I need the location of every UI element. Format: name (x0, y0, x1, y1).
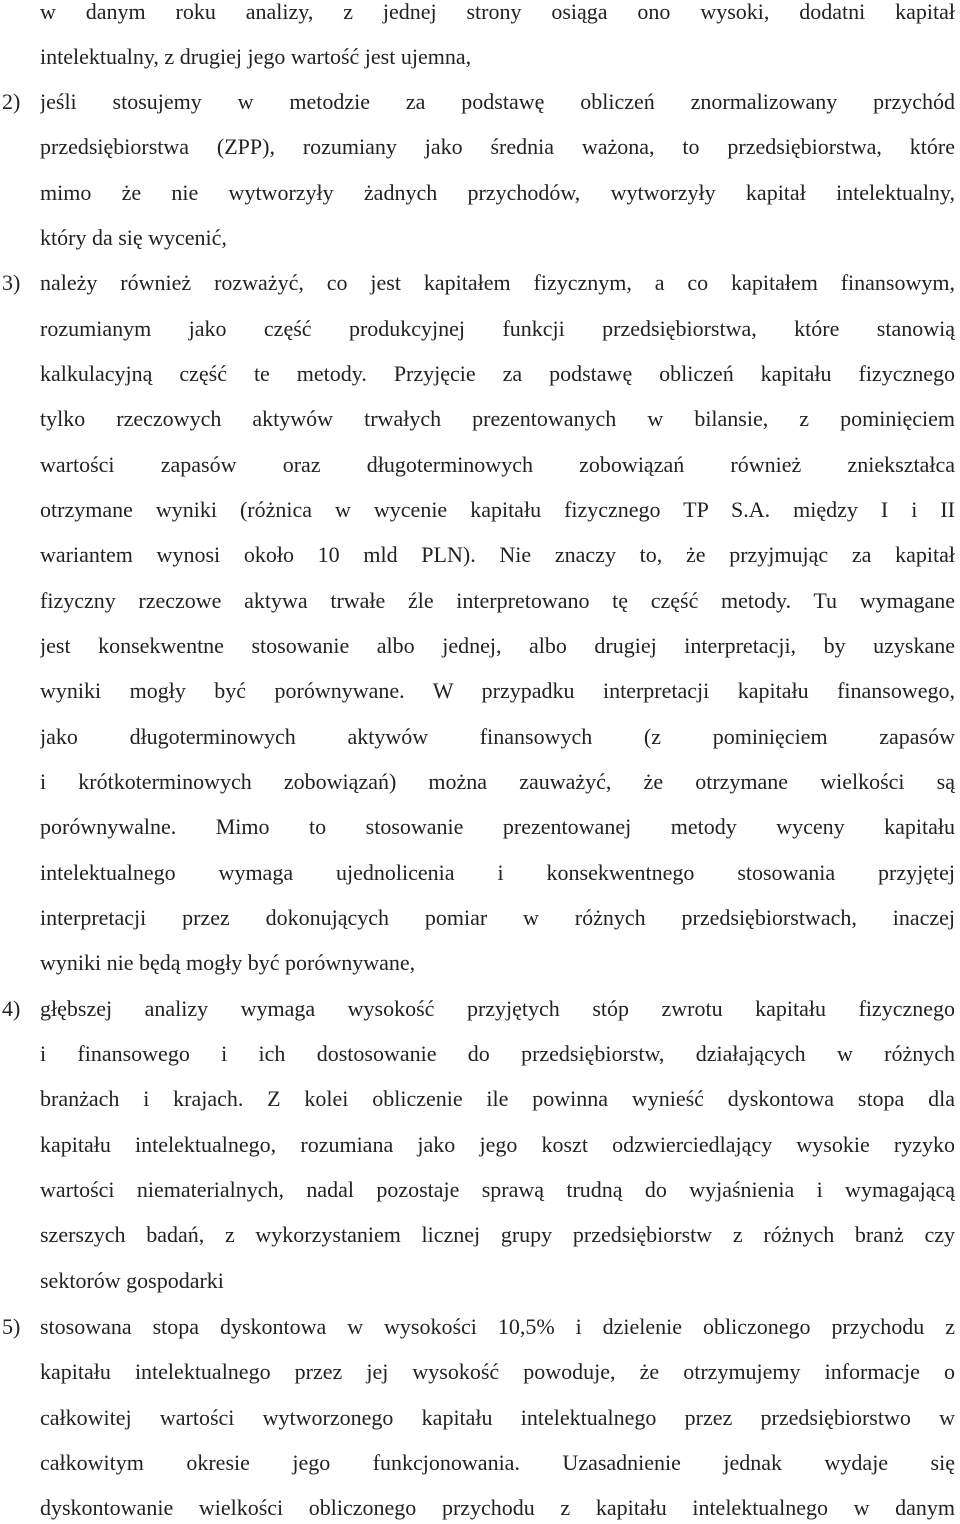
list-item-line: sektorów gospodarki (40, 1268, 224, 1293)
list-item-line: wariantem wynosi około 10 mld PLN). Nie znaczy to, że przyjmując za kapitał (40, 542, 955, 567)
list-item-line: branżach i krajach. Z kolei obliczenie ile powinna wynieść dyskontowa stopa dla (40, 1086, 955, 1111)
list-item-line: otrzymane wyniki (różnica w wycenie kapitału fizycznego TP S.A. między I i II (40, 497, 955, 522)
list-item-line: stosowana stopa dyskontowa w wysokości 10,5% i dzielenie obliczonego przychodu z (40, 1314, 955, 1339)
list-item-line: kalkulacyjną część te metody. Przyjęcie za podstawę obliczeń kapitału fizycznego (40, 361, 955, 386)
list-item-line: całkowitym okresie jego funkcjonowania. Uzasadnienie jednak wydaje się (40, 1450, 955, 1475)
list-item-line: i krótkoterminowych zobowiązań) można zauważyć, że otrzymane wielkości są (40, 769, 955, 794)
list-item-number: 2) (2, 89, 21, 114)
list-item-line: tylko rzeczowych aktywów trwałych prezentowanych w bilansie, z pominięciem (40, 406, 955, 431)
intro-line: intelektualny, z drugiej jego wartość jest ujemna, (40, 44, 472, 69)
list-item-line: jako długoterminowych aktywów finansowych (z pominięciem zapasów (40, 724, 955, 749)
list-item-line: wyniki nie będą mogły być porównywane, (40, 950, 416, 975)
list-item-line: jeśli stosujemy w metodzie za podstawę obliczeń znormalizowany przychód (40, 89, 955, 114)
list-item-line: całkowitej wartości wytworzonego kapitału intelektualnego przez przedsiębiorstwo w (40, 1405, 955, 1430)
list-item-line: wartości zapasów oraz długoterminowych zobowiązań również zniekształca (40, 452, 955, 477)
list-item-line: kapitału intelektualnego przez jej wysokość powoduje, że otrzymujemy informacje o (40, 1359, 955, 1384)
list-item-number: 5) (2, 1314, 21, 1339)
list-item-line: i finansowego i ich dostosowanie do przedsiębiorstw, działających w różnych (40, 1041, 955, 1066)
intro-line: w danym roku analizy, z jednej strony osiąga ono wysoki, dodatni kapitał (40, 0, 955, 24)
list-item-line: przedsiębiorstwa (ZPP), rozumiany jako średnia ważona, to przedsiębiorstwa, które (40, 134, 955, 159)
list-item-line: rozumianym jako część produkcyjnej funkcji przedsiębiorstwa, które stanowią (40, 316, 955, 341)
list-item-number: 4) (2, 996, 21, 1021)
list-item-line: który da się wycenić, (40, 225, 227, 250)
list-item-line: jest konsekwentne stosowanie albo jednej, albo drugiej interpretacji, by uzyskane (40, 633, 955, 658)
list-item-line: mimo że nie wytworzyły żadnych przychodów, wytworzyły kapitał intelektualny, (40, 180, 955, 205)
list-item-line: kapitału intelektualnego, rozumiana jako jego koszt odzwierciedlający wysokie ryzyko (40, 1132, 955, 1157)
list-item-line: dyskontowanie wielkości obliczonego przychodu z kapitału intelektualnego w danym (40, 1495, 955, 1520)
list-item-line: interpretacji przez dokonujących pomiar w różnych przedsiębiorstwach, inaczej (40, 905, 955, 930)
list-item-line: wyniki mogły być porównywane. W przypadku interpretacji kapitału finansowego, (40, 678, 955, 703)
list-item-line: wartości niematerialnych, nadal pozostaje sprawą trudną do wyjaśnienia i wymagającą (40, 1177, 955, 1202)
list-item-line: głębszej analizy wymaga wysokość przyjętych stóp zwrotu kapitału fizycznego (40, 996, 955, 1021)
list-item-line: należy również rozważyć, co jest kapitałem fizycznym, a co kapitałem finansowym, (40, 270, 955, 295)
list-item-line: szerszych badań, z wykorzystaniem licznej grupy przedsiębiorstw z różnych branż czy (40, 1222, 955, 1247)
list-item-number: 3) (2, 270, 21, 295)
list-item-line: porównywalne. Mimo to stosowanie prezentowanej metody wyceny kapitału (40, 814, 955, 839)
list-item-line: intelektualnego wymaga ujednolicenia i konsekwentnego stosowania przyjętej (40, 860, 955, 885)
list-item-line: fizyczny rzeczowe aktywa trwałe źle interpretowano tę część metody. Tu wymagane (40, 588, 955, 613)
